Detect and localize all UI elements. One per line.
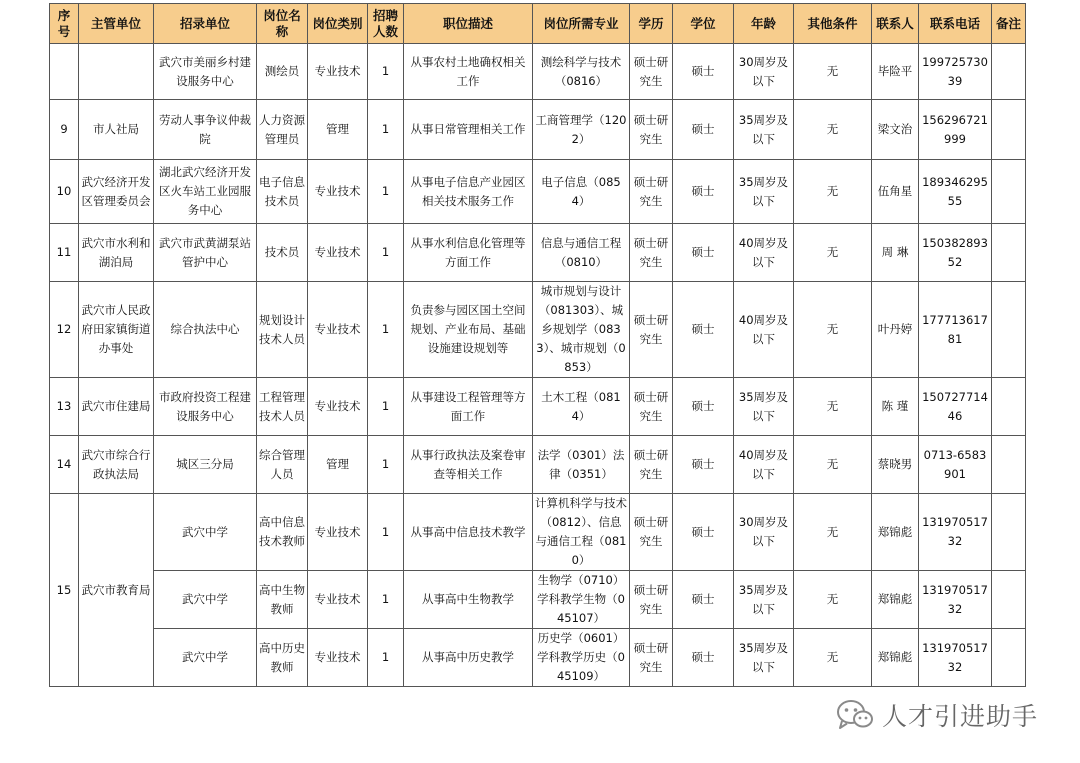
header-cell: 备注 [992,4,1026,44]
header-row [50,4,1026,44]
table-cell-unit: 市政府投资工程建设服务中心 [154,378,257,436]
table-cell-post: 人力资源管理员 [257,100,308,160]
table-cell-unit: 武穴中学 [154,629,257,687]
header-cell: 联系电话 [919,4,992,44]
table-cell-num: 1 [368,378,404,436]
table-cell-num: 1 [368,282,404,378]
table-cell-major: 历史学（0601）学科教学历史（045109） [533,629,630,687]
table-cell-contact: 郑锦彪 [872,629,919,687]
table-cell-unit: 综合执法中心 [154,282,257,378]
table-cell-note [992,378,1026,436]
header-cell: 学历 [630,4,673,44]
watermark-text: 人才引进助手 [882,702,1039,731]
table-cell-post: 工程管理技术人员 [257,378,308,436]
table-cell-dept: 武穴市住建局 [79,378,154,436]
table-cell-other: 无 [794,378,872,436]
table-cell-num: 1 [368,436,404,494]
table-cell-other: 无 [794,282,872,378]
table-cell-unit: 湖北武穴经济开发区火车站工业园服务中心 [154,160,257,224]
table-cell-other: 无 [794,436,872,494]
table-cell-num: 1 [368,571,404,629]
table-cell-unit: 武穴中学 [154,571,257,629]
table-cell-phone: 15072771446 [919,378,992,436]
table-row [50,224,1026,282]
table-row [50,629,1026,687]
table-cell-other: 无 [794,44,872,100]
table-cell-dept: 武穴市综合行政执法局 [79,436,154,494]
table-cell-other: 无 [794,100,872,160]
table-cell-cat: 专业技术 [308,494,368,571]
table-cell-edu: 硕士研究生 [630,378,673,436]
header-cell: 主管单位 [79,4,154,44]
table-cell-num: 1 [368,224,404,282]
table-cell-desc: 从事建设工程管理等方面工作 [404,378,533,436]
table-row [50,571,1026,629]
table-cell-contact: 蔡晓男 [872,436,919,494]
table-cell-post: 电子信息技术员 [257,160,308,224]
table-cell-post: 高中历史教师 [257,629,308,687]
table-cell-edu: 硕士研究生 [630,629,673,687]
table-cell-major: 电子信息（0854） [533,160,630,224]
table-cell-dept: 武穴市教育局 [79,494,154,687]
table-cell-edu: 硕士研究生 [630,436,673,494]
table-cell-post: 测绘员 [257,44,308,100]
table-cell-note [992,160,1026,224]
header-cell: 职位描述 [404,4,533,44]
table-cell-contact: 郑锦彪 [872,571,919,629]
table-cell-degree: 硕士 [673,571,734,629]
table-cell-num: 1 [368,160,404,224]
table-cell-degree: 硕士 [673,100,734,160]
table-cell-contact: 毕险平 [872,44,919,100]
table-cell-edu: 硕士研究生 [630,494,673,571]
table-cell-phone: 17771361781 [919,282,992,378]
table-cell-note [992,436,1026,494]
table-cell-other: 无 [794,571,872,629]
table-cell-post: 高中信息技术教师 [257,494,308,571]
table-cell-phone: 13197051732 [919,494,992,571]
table-cell-desc: 从事高中信息技术教学 [404,494,533,571]
table-row [50,436,1026,494]
table-cell-post: 技术员 [257,224,308,282]
table-cell-contact: 梁文治 [872,100,919,160]
table-cell-dept [79,44,154,100]
table-cell-post: 综合管理人员 [257,436,308,494]
table-cell-note [992,282,1026,378]
table-cell-major: 生物学（0710）学科教学生物（045107） [533,571,630,629]
table-cell-dept: 武穴市人民政府田家镇街道办事处 [79,282,154,378]
table-cell-phone: 19972573039 [919,44,992,100]
header-cell: 岗位所需专业 [533,4,630,44]
table-cell-desc: 从事高中生物教学 [404,571,533,629]
table-cell-desc: 从事日常管理相关工作 [404,100,533,160]
table-cell-degree: 硕士 [673,436,734,494]
table-cell-post: 规划设计技术人员 [257,282,308,378]
table-cell-age: 40周岁及以下 [734,224,794,282]
header-cell: 其他条件 [794,4,872,44]
table-cell-major: 城市规划与设计（081303）、城乡规划学（0833）、城市规划（0853） [533,282,630,378]
table-cell-degree: 硕士 [673,224,734,282]
table-row [50,494,1026,571]
table-cell-seq [50,44,79,100]
table-cell-num: 1 [368,494,404,571]
table-cell-contact: 周 琳 [872,224,919,282]
table-row [50,160,1026,224]
table-cell-desc: 从事水利信息化管理等方面工作 [404,224,533,282]
table-cell-edu: 硕士研究生 [630,571,673,629]
table-cell-contact: 叶丹婷 [872,282,919,378]
table-cell-num: 1 [368,629,404,687]
table-row [50,282,1026,378]
header-cell: 招录单位 [154,4,257,44]
table-cell-phone: 0713-6583901 [919,436,992,494]
table-cell-desc: 从事电子信息产业园区相关技术服务工作 [404,160,533,224]
table-cell-desc: 从事高中历史教学 [404,629,533,687]
table-cell-age: 35周岁及以下 [734,378,794,436]
table-cell-num: 1 [368,44,404,100]
table-cell-major: 土木工程（0814） [533,378,630,436]
table-cell-edu: 硕士研究生 [630,224,673,282]
table-cell-seq: 9 [50,100,79,160]
header-cell: 岗位名称 [257,4,308,44]
table-cell-cat: 专业技术 [308,282,368,378]
table-cell-age: 35周岁及以下 [734,629,794,687]
table-cell-note [992,629,1026,687]
table-cell-seq: 12 [50,282,79,378]
table-cell-unit: 武穴市美丽乡村建设服务中心 [154,44,257,100]
table-cell-edu: 硕士研究生 [630,282,673,378]
table-cell-degree: 硕士 [673,160,734,224]
table-cell-cat: 专业技术 [308,629,368,687]
table-cell-age: 35周岁及以下 [734,100,794,160]
table-cell-age: 40周岁及以下 [734,436,794,494]
table-cell-note [992,571,1026,629]
watermark [836,698,1038,732]
recruitment-table [49,3,1026,687]
table-cell-cat: 专业技术 [308,378,368,436]
table-cell-phone: 13197051732 [919,629,992,687]
header-cell: 学位 [673,4,734,44]
table-cell-cat: 专业技术 [308,44,368,100]
table-cell-cat: 专业技术 [308,160,368,224]
table-cell-edu: 硕士研究生 [630,100,673,160]
table-cell-degree: 硕士 [673,44,734,100]
table-cell-post: 高中生物教师 [257,571,308,629]
table-cell-phone: 15038289352 [919,224,992,282]
table-cell-age: 35周岁及以下 [734,571,794,629]
table-cell-desc: 负责参与园区国土空间规划、产业布局、基础设施建设规划等 [404,282,533,378]
table-cell-note [992,44,1026,100]
table-cell-cat: 管理 [308,100,368,160]
table-cell-seq: 13 [50,378,79,436]
table-cell-major: 测绘科学与技术（0816） [533,44,630,100]
table-cell-dept: 武穴经济开发区管理委员会 [79,160,154,224]
table-cell-unit: 武穴市武黄湖泵站管护中心 [154,224,257,282]
wechat-logo-icon [836,698,874,732]
table-cell-major: 法学（0301）法律（0351） [533,436,630,494]
table-cell-other: 无 [794,494,872,571]
table-cell-seq: 14 [50,436,79,494]
header-cell: 招聘人数 [368,4,404,44]
table-row [50,378,1026,436]
table-cell-degree: 硕士 [673,629,734,687]
table-cell-age: 35周岁及以下 [734,160,794,224]
table-cell-desc: 从事行政执法及案卷审查等相关工作 [404,436,533,494]
table-cell-other: 无 [794,160,872,224]
table-cell-desc: 从事农村土地确权相关工作 [404,44,533,100]
table-cell-age: 30周岁及以下 [734,494,794,571]
table-cell-contact: 陈 瑾 [872,378,919,436]
table-row [50,100,1026,160]
table-cell-unit: 劳动人事争议仲裁院 [154,100,257,160]
table-cell-edu: 硕士研究生 [630,160,673,224]
table-cell-phone: 13197051732 [919,571,992,629]
table-cell-dept: 武穴市水利和湖泊局 [79,224,154,282]
table-cell-unit: 城区三分局 [154,436,257,494]
table-cell-dept: 市人社局 [79,100,154,160]
table-cell-contact: 伍角星 [872,160,919,224]
table-cell-note [992,100,1026,160]
table-cell-major: 计算机科学与技术（0812）、信息与通信工程（0810） [533,494,630,571]
table-cell-note [992,494,1026,571]
table-cell-cat: 专业技术 [308,571,368,629]
table-row [50,44,1026,100]
table-cell-unit: 武穴中学 [154,494,257,571]
header-cell: 年龄 [734,4,794,44]
header-cell: 岗位类别 [308,4,368,44]
table-cell-age: 40周岁及以下 [734,282,794,378]
header-cell: 联系人 [872,4,919,44]
table-cell-num: 1 [368,100,404,160]
table-cell-degree: 硕士 [673,378,734,436]
table-cell-phone: 156296721999 [919,100,992,160]
table-cell-degree: 硕士 [673,494,734,571]
table-cell-age: 30周岁及以下 [734,44,794,100]
table-cell-major: 工商管理学（1202） [533,100,630,160]
table-cell-degree: 硕士 [673,282,734,378]
table-cell-cat: 专业技术 [308,224,368,282]
table-cell-seq: 15 [50,494,79,687]
table-body [50,44,1026,687]
table-cell-phone: 18934629555 [919,160,992,224]
table-cell-cat: 管理 [308,436,368,494]
table-cell-edu: 硕士研究生 [630,44,673,100]
table-cell-note [992,224,1026,282]
table-cell-major: 信息与通信工程（0810） [533,224,630,282]
table-cell-other: 无 [794,224,872,282]
table-cell-seq: 10 [50,160,79,224]
header-cell: 序号 [50,4,79,44]
table-cell-seq: 11 [50,224,79,282]
table-cell-other: 无 [794,629,872,687]
table-cell-contact: 郑锦彪 [872,494,919,571]
